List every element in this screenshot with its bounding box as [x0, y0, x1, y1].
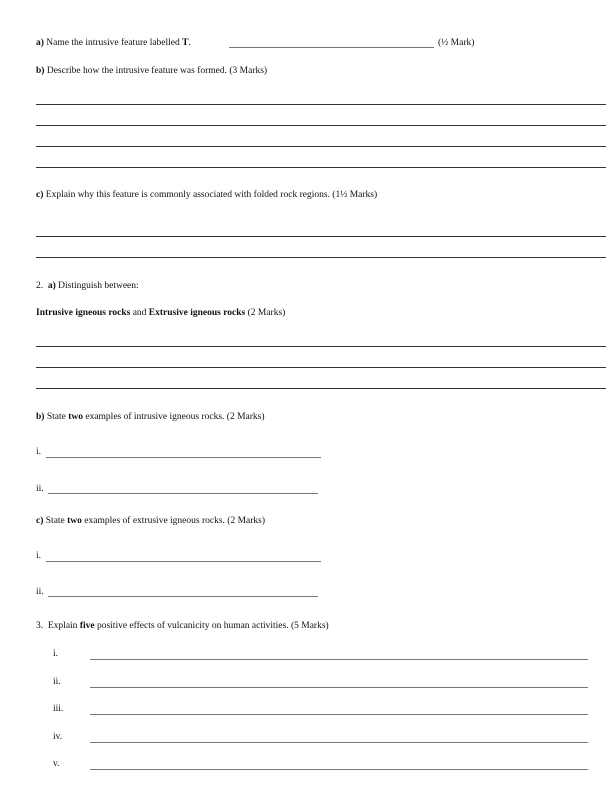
answer-numeral: ii. [36, 484, 44, 494]
question-2a-terms: Intrusive igneous rocks and Extrusive igneous rocks (2 Marks) [36, 308, 286, 318]
answer-numeral: ii. [36, 587, 44, 597]
answer-line[interactable] [229, 47, 434, 48]
answer-line[interactable] [36, 167, 606, 168]
answer-numeral: i. [53, 649, 59, 659]
answer-line[interactable] [46, 457, 321, 458]
answer-line[interactable] [46, 561, 321, 562]
answer-line[interactable] [36, 236, 606, 237]
answer-numeral: v. [53, 759, 60, 769]
question-1a: a) Name the intrusive feature labelled T. [36, 38, 191, 48]
question-1c: c) Explain why this feature is commonly associated with folded rock regions. (1½ Marks) [36, 190, 378, 200]
question-3: 3. Explain five positive effects of vulcanicity on human activities. (5 Marks) [36, 621, 329, 631]
answer-numeral: ii. [53, 677, 61, 687]
answer-line[interactable] [36, 257, 606, 258]
answer-numeral: iii. [53, 704, 64, 714]
question-1a-marks: (½ Mark) [438, 38, 475, 48]
question-2a: 2. a) Distinguish between: [36, 281, 139, 291]
answer-line[interactable] [90, 714, 588, 715]
answer-line[interactable] [36, 346, 606, 347]
answer-numeral: i. [36, 447, 42, 457]
question-2b: b) State two examples of intrusive igneous rocks. (2 Marks) [36, 412, 265, 422]
answer-line[interactable] [48, 596, 318, 597]
answer-numeral: i. [36, 551, 42, 561]
answer-line[interactable] [90, 687, 588, 688]
answer-line[interactable] [90, 742, 588, 743]
answer-line[interactable] [48, 493, 318, 494]
answer-line[interactable] [36, 388, 606, 389]
question-2c: c) State two examples of extrusive igneous rocks. (2 Marks) [36, 516, 266, 526]
answer-line[interactable] [36, 367, 606, 368]
question-1b: b) Describe how the intrusive feature was formed. (3 Marks) [36, 66, 268, 76]
answer-line[interactable] [36, 104, 606, 105]
answer-line[interactable] [90, 769, 588, 770]
answer-line[interactable] [36, 125, 606, 126]
answer-line[interactable] [90, 659, 588, 660]
answer-line[interactable] [36, 146, 606, 147]
answer-numeral: iv. [53, 732, 63, 742]
